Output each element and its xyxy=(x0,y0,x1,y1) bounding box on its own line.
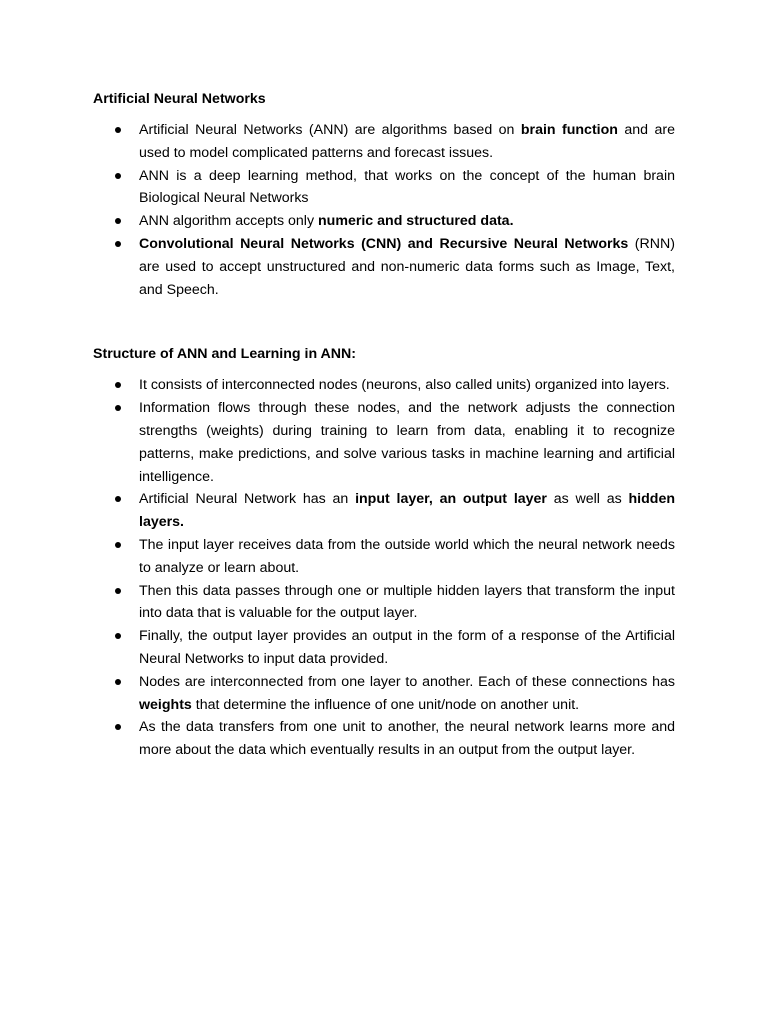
list-item xyxy=(93,233,675,301)
list-item xyxy=(93,716,675,762)
list-item xyxy=(93,625,675,671)
bullet-icon xyxy=(115,633,121,639)
list-item-bold-text: Convolutional Neural Networks (CNN) and Recursive Neural Networks xyxy=(139,235,629,252)
bullet-icon xyxy=(115,241,121,247)
list-item-text: that determine the influence of one unit/node on another unit. xyxy=(191,696,580,713)
list-item-text: Nodes are interconnected from one layer to another. Each of these connections has xyxy=(139,673,675,690)
list-item xyxy=(93,119,675,165)
list-item-text: ANN is a deep learning method, that works on the concept of the human brain Biological Neural Networks xyxy=(139,167,675,207)
list-item xyxy=(93,671,675,717)
list-item-text: Artificial Neural Networks (ANN) are algorithms based on xyxy=(139,122,521,138)
bullet-icon xyxy=(115,542,121,548)
list-item-text: The input layer receives data from the outside world which the neural network needs to analyze or learn about. xyxy=(139,536,675,576)
ann-bullet-list xyxy=(93,119,675,301)
section-heading-structure: Structure of ANN and Learning in ANN: xyxy=(93,346,356,363)
list-item-text: Then this data passes through one or multiple hidden layers that transform the input into data that is valuable for the output layer. xyxy=(139,582,675,622)
bullet-icon xyxy=(115,173,121,179)
list-item-text: ANN algorithm accepts only xyxy=(139,213,318,230)
list-item-bold-text: input layer, an output layer xyxy=(355,491,547,508)
list-item xyxy=(93,210,675,233)
list-item-bold-text: hidden layers. xyxy=(139,491,675,531)
bullet-icon xyxy=(115,127,121,133)
list-item xyxy=(93,488,675,534)
list-item-text: as well as xyxy=(546,491,629,508)
list-item-bold-text: brain function xyxy=(520,122,618,138)
bullet-icon xyxy=(115,496,121,502)
list-item-text: and are used to model complicated patterns and forecast issues. xyxy=(139,122,676,161)
list-item-text: It consists of interconnected nodes (neurons, also called units) organized into layers. xyxy=(139,377,670,394)
bullet-icon xyxy=(115,405,121,411)
bullet-icon xyxy=(115,724,121,730)
document-content xyxy=(93,88,675,762)
list-item-text: As the data transfers from one unit to another, the neural network learns more and more about the data which eventually results in an output from the output layer. xyxy=(139,719,675,759)
bullet-icon xyxy=(115,218,121,224)
list-item-text: Finally, the output layer provides an output in the form of a response of the Artificial Neural Networks to input data provided. xyxy=(139,628,675,667)
structure-bullet-list xyxy=(93,374,675,762)
list-item-text: Information flows through these nodes, and the network adjusts the connection strengths (weights) during training to learn from data, enabling it to recognize patterns, make predictions, and solve various tasks in machine learning and artificial intelligence. xyxy=(139,400,675,485)
list-item xyxy=(93,534,675,580)
bullet-icon xyxy=(115,679,121,685)
list-item-bold-text: weights xyxy=(139,696,192,713)
bullet-icon xyxy=(115,588,121,594)
list-item xyxy=(93,374,675,397)
list-item-bold-text: numeric and structured data. xyxy=(318,213,514,230)
section-heading-ann: Artificial Neural Networks xyxy=(93,91,266,107)
list-item xyxy=(93,580,675,626)
bullet-icon xyxy=(115,382,121,388)
list-item xyxy=(93,397,675,488)
list-item-text: Artificial Neural Network has an xyxy=(139,491,356,508)
list-item-text: (RNN) are used to accept unstructured and non-numeric data forms such as Image, Text, and Speech. xyxy=(139,235,675,298)
list-item xyxy=(93,165,675,211)
